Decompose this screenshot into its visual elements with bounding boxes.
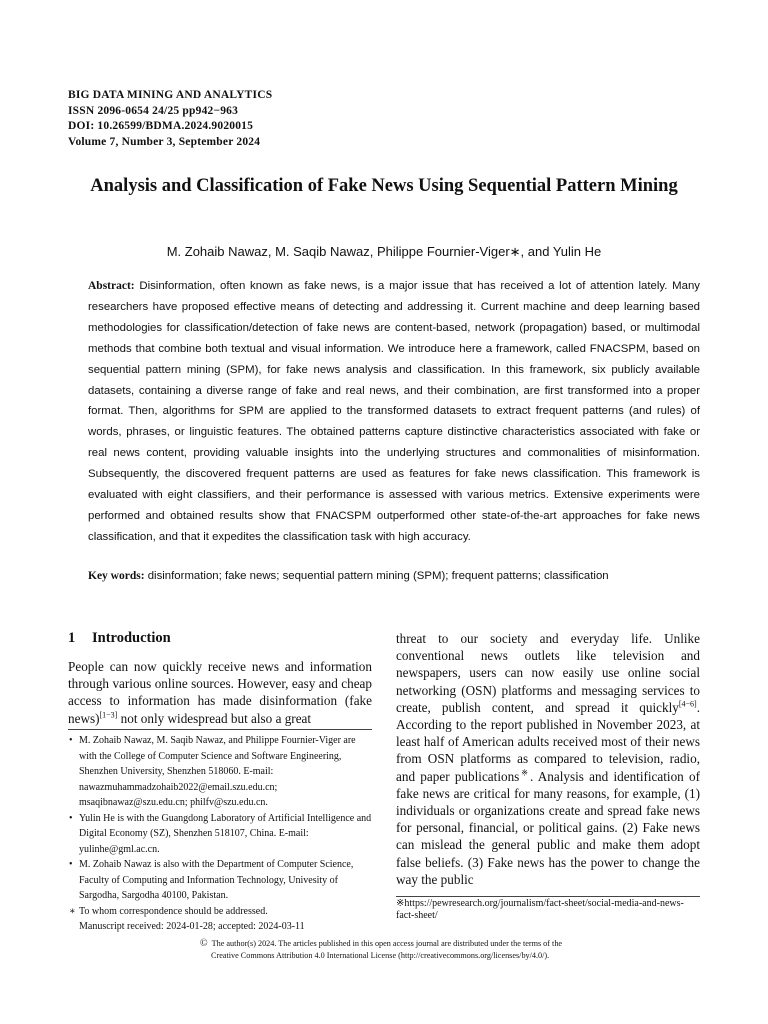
abstract	[88, 276, 700, 548]
abstract-label: Abstract:	[88, 280, 135, 292]
license-text-1: The author(s) 2024. The articles published in this open access journal are distributed under the terms of the	[211, 939, 563, 948]
paper-title: Analysis and Classification of Fake News Using Sequential Pattern Mining	[90, 176, 678, 196]
manuscript-dates: Manuscript received: 2024-01-28; accepted: 2024-03-11	[79, 921, 305, 932]
citation-ref: [4−6]	[678, 699, 697, 709]
journal-header	[68, 88, 272, 150]
journal-doi: DOI: 10.26599/BDMA.2024.9020015	[68, 120, 254, 132]
footnote-text: M. Zohaib Nawaz, M. Saqib Nawaz, and Philippe Fournier-Viger are with the College of Computer Science and Software Engineering, Shenzhen University, Shenzhen 518060. E-mail: nawazmuhammadzohaib2022@email.szu.edu.cn; msaqibnawaz@szu.edu.cn; philfv@szu.edu.cn.	[79, 735, 356, 808]
left-column	[68, 630, 372, 727]
footnote-divider-right	[396, 896, 700, 897]
section-number: 1	[68, 630, 76, 646]
journal-volume: Volume 7, Number 3, September 2024	[68, 135, 261, 148]
footnote-mark: ※	[519, 768, 530, 778]
keywords-label: Key words:	[88, 570, 145, 582]
footnote-text: Yulin He is with the Guangdong Laboratory of Artificial Intelligence and Digital Economy (SZ), Shenzhen 518107, China. E-mail: yulinhe@gml.ac.cn.	[79, 812, 372, 855]
bullet-mark: •	[69, 735, 73, 746]
url-footnote	[396, 898, 700, 922]
license-notice	[200, 938, 600, 961]
intro-text-e: . Analysis and identification of fake news are critical for many reasons, for example, (1) individuals or organizations create and spread fake news for personal, financial, or political gains. (2) Fake news can mislead the general public and make them adopt false beliefs. (3) Fake news has the power to change the way the public	[396, 768, 701, 887]
intro-text-d: . According to the report published in November 2023, at least half of American adults received most of their news from OSN platforms as compared to television, radio, and paper publications	[396, 699, 700, 784]
journal-issn: ISSN 2096-0654 24/25 pp942−963	[68, 104, 239, 117]
footnote-text: To whom correspondence should be addressed.	[79, 905, 268, 917]
bullet-mark: •	[69, 859, 73, 870]
license-line-1	[200, 938, 600, 950]
footnote-text: M. Zohaib Nawaz is also with the Department of Computer Science, Faculty of Computing and Information Technology, Univesity of Sargodha, Sargodha 40100, Pakistan.	[79, 859, 354, 901]
section-title: Introduction	[92, 630, 171, 646]
footnote-url[interactable]: https://pewresearch.org/journalism/fact-sheet/social-media-and-news-fact-sheet/	[396, 898, 684, 921]
section-heading	[68, 630, 372, 647]
paper-authors: M. Zohaib Nawaz, M. Saqib Nawaz, Philippe Fournier-Viger∗, and Yulin He	[166, 244, 602, 259]
journal-name: BIG DATA MINING AND ANALYTICS	[68, 89, 273, 101]
footnote-item	[68, 733, 372, 811]
footnote-item	[68, 811, 372, 858]
intro-paragraph-left	[68, 658, 372, 727]
asterisk-mark: ∗	[69, 905, 76, 917]
bullet-mark: •	[69, 812, 73, 824]
footnote-item	[68, 904, 372, 920]
footnote-divider	[68, 729, 372, 730]
keywords-text: disinformation; fake news; sequential pattern mining (SPM); frequent patterns; classification	[147, 570, 609, 582]
right-column	[396, 630, 700, 888]
intro-text-b: not only widespread but also a great	[117, 710, 312, 726]
copyright-icon: ©	[200, 938, 208, 949]
license-line-2: Creative Commons Attribution 4.0 International License (http://creativecommons.org/licenses/by/4.0/).	[211, 950, 550, 960]
intro-text-c: threat to our society and everyday life. Unlike conventional news outlets like television and newspapers, users can now easily use online social networking (OSN) platforms and messaging services to create, publish content, and spread it quickly	[396, 631, 700, 715]
footnote-mark: ※	[396, 898, 405, 909]
author-footnotes	[68, 733, 372, 935]
intro-text-a: People can now quickly receive news and information through various online sources. However, easy and cheap access to information has made disinformation (fake news)	[68, 659, 372, 726]
keywords	[88, 570, 700, 582]
footnote-item	[68, 857, 372, 904]
citation-ref: [1−3]	[99, 710, 118, 720]
abstract-text: Disinformation, often known as fake news, is a major issue that has received a lot of attention lately. Many researchers have proposed effective means of detecting and addressing it. Current machine and deep learning based methodologies for classification/detection of fake news are content-based, network (propagation) based, or multimodal methods that combine both textual and visual information. We introduce here a framework, called FNACSPM, based on sequential pattern mining (SPM), for fake news analysis and classification. In this framework, six publicly available datasets, containing a diverse range of fake and real news, and their combination, are first transformed into a proper format. Then, algorithms for SPM are applied to the transformed datasets to extract frequent patterns (and rules) of words, phrases, or linguistic features. The obtained patterns capture distinctive characteristics associated with fake or real news content, providing valuable insights into the underlying structures and commonalities of misinformation. Subsequently, the discovered frequent patterns are used as features for fake news classification. This framework is evaluated with eight classifiers, and their performance is assessed with various metrics. Extensive experiments were performed and obtained results show that FNACSPM outperformed other state-of-the-art approaches for fake news classification, and that it expedites the classification task with high accuracy.	[88, 280, 700, 543]
